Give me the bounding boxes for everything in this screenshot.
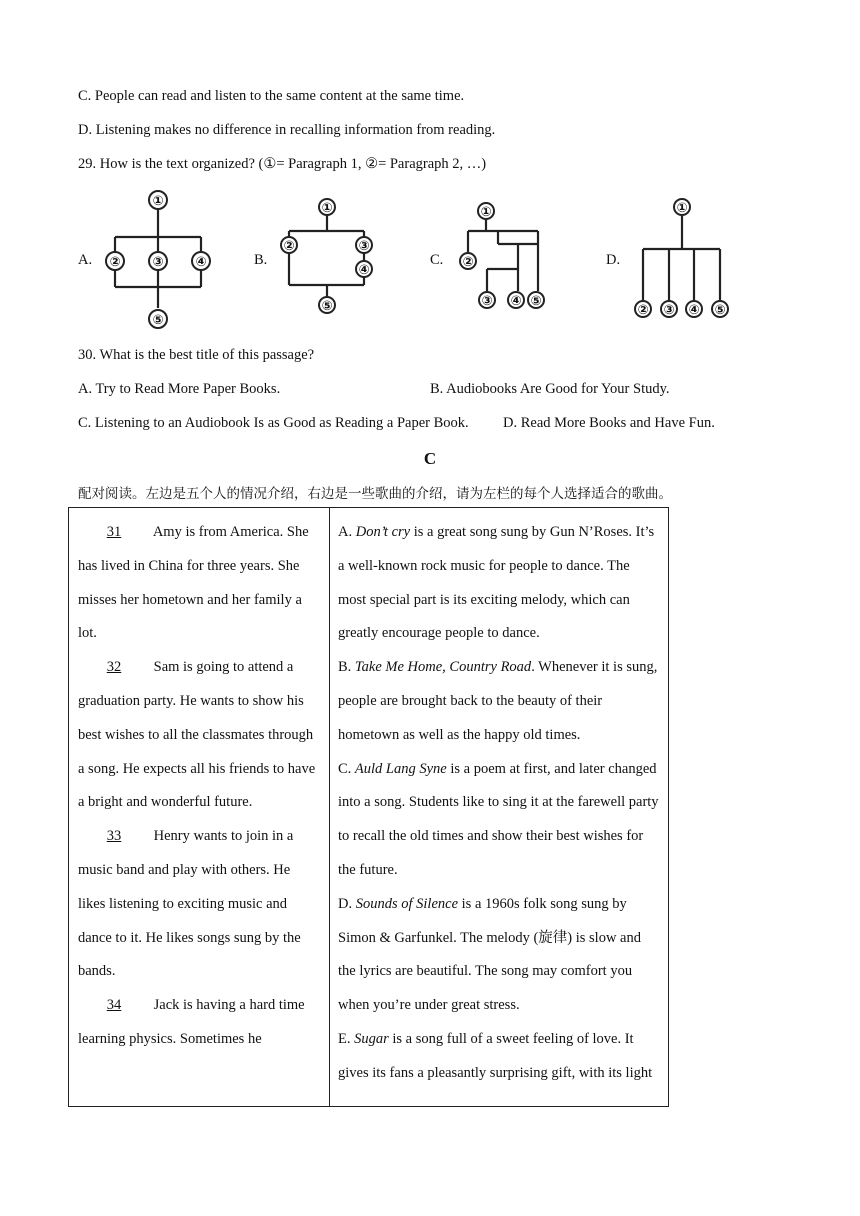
q30-option-c: C. Listening to an Audiobook Is as Good as Reading a Paper Book.: [78, 415, 469, 431]
song-title: Don’t cry: [355, 524, 411, 540]
q29-option-b-label: B.: [254, 252, 268, 268]
song-letter: C.: [338, 760, 352, 777]
song-letter: B.: [338, 659, 352, 676]
song-description: . Whenever it is sung, people are brought back to the beauty of their hometown as well as the happy old times.: [338, 659, 658, 743]
node-label: ①: [321, 201, 333, 216]
structure-diagram-d: [626, 196, 736, 322]
structure-diagram-a: [100, 188, 220, 330]
node-label: ②: [637, 303, 649, 318]
answer-blank[interactable]: 31: [106, 524, 122, 540]
songs-column: [330, 508, 669, 1107]
node-label: ③: [152, 255, 164, 270]
person-description: Sam is going to attend a graduation party. He wants to show his best wishes to all the classmates through a song. He expects all his friends to have a bright and wonderful future.: [78, 659, 316, 811]
q29-question: 29. How is the text organized? (①= Paragraph 1, ②= Paragraph 2, …): [78, 156, 487, 172]
person-description: Amy is from America. She has lived in China for three years. She misses her hometown and her family a lot.: [78, 524, 309, 642]
song-description: is a great song sung by Gun N’Roses. It’s a well-known rock music for people to dance. The most special part is its exciting melody, which can greatly encourage people to dance.: [338, 524, 655, 642]
song-title: Take Me Home, Country Road: [354, 659, 532, 676]
song-title: Sounds of Silence: [355, 895, 459, 912]
q30-question: 30. What is the best title of this passage?: [78, 347, 315, 363]
person-entry: [78, 820, 321, 989]
node-label: ④: [510, 294, 522, 309]
node-label: ④: [688, 303, 700, 318]
song-letter: E.: [338, 1030, 351, 1047]
q30-option-a: A. Try to Read More Paper Books.: [78, 381, 281, 397]
node-label: ①: [152, 194, 164, 209]
song-letter: A.: [338, 524, 353, 540]
node-label: ④: [195, 255, 207, 270]
person-description: Jack is having a hard time learning physics. Sometimes he: [78, 997, 305, 1047]
q28-option-c: C. People can read and listen to the same content at the same time.: [78, 88, 465, 104]
node-label: ①: [480, 205, 492, 220]
structure-diagram-b: [276, 196, 386, 320]
q30-option-b: B. Audiobooks Are Good for Your Study.: [430, 381, 670, 397]
node-label: ⑤: [530, 294, 542, 309]
q28-option-d: D. Listening makes no difference in recalling information from reading.: [78, 122, 496, 138]
node-label: ⑤: [152, 313, 164, 328]
node-label: ②: [109, 255, 121, 270]
structure-diagram-c: [450, 196, 560, 316]
song-entry: [338, 753, 660, 888]
person-entry: [78, 651, 321, 820]
section-heading: C: [423, 449, 437, 468]
song-entry: [338, 1023, 660, 1091]
song-entry: [338, 888, 660, 1023]
person-description: Henry wants to join in a music band and play with others. He likes listening to exciting music and dance to it. He likes songs sung by the bands.: [78, 828, 301, 980]
q29-option-a-label: A.: [78, 252, 93, 268]
q29-option-c-label: C.: [430, 252, 444, 268]
node-label: ③: [358, 239, 370, 254]
node-label: ①: [676, 201, 688, 216]
matching-table: [68, 507, 669, 1107]
node-label: ④: [358, 263, 370, 278]
person-entry: [78, 516, 321, 651]
node-label: ②: [462, 255, 474, 270]
node-label: ③: [481, 294, 493, 309]
song-title: Sugar: [354, 1030, 389, 1047]
q29-option-d-label: D.: [606, 252, 621, 268]
answer-blank[interactable]: 32: [106, 659, 122, 676]
song-description: is a 1960s folk song sung by Simon & Garfunkel. The melody (旋律) is slow and the lyrics are beautiful. The song may comfort you when you’re under great stress.: [338, 895, 641, 1014]
song-entry: [338, 516, 660, 651]
node-label: ③: [663, 303, 675, 318]
person-entry: [78, 989, 321, 1057]
people-column: [69, 508, 330, 1107]
q30-option-d: D. Read More Books and Have Fun.: [503, 415, 715, 431]
song-title: Auld Lang Syne: [354, 760, 447, 777]
song-letter: D.: [338, 895, 353, 912]
answer-blank[interactable]: 33: [106, 828, 122, 845]
section-instruction: 配对阅读。左边是五个人的情况介绍，右边是一些歌曲的介绍，请为左栏的每个人选择适合的歌曲。: [78, 486, 672, 502]
song-description: is a song full of a sweet feeling of love. It gives its fans a pleasantly surprising gift, with its light: [338, 1030, 653, 1081]
answer-blank[interactable]: 34: [106, 997, 122, 1014]
song-entry: [338, 651, 660, 752]
song-description: is a poem at first, and later changed into a song. Students like to sing it at the farewell party to recall the old times and show their best wishes for the future.: [338, 760, 659, 878]
node-label: ⑤: [714, 303, 726, 318]
node-label: ⑤: [321, 299, 333, 314]
node-label: ②: [283, 239, 295, 254]
